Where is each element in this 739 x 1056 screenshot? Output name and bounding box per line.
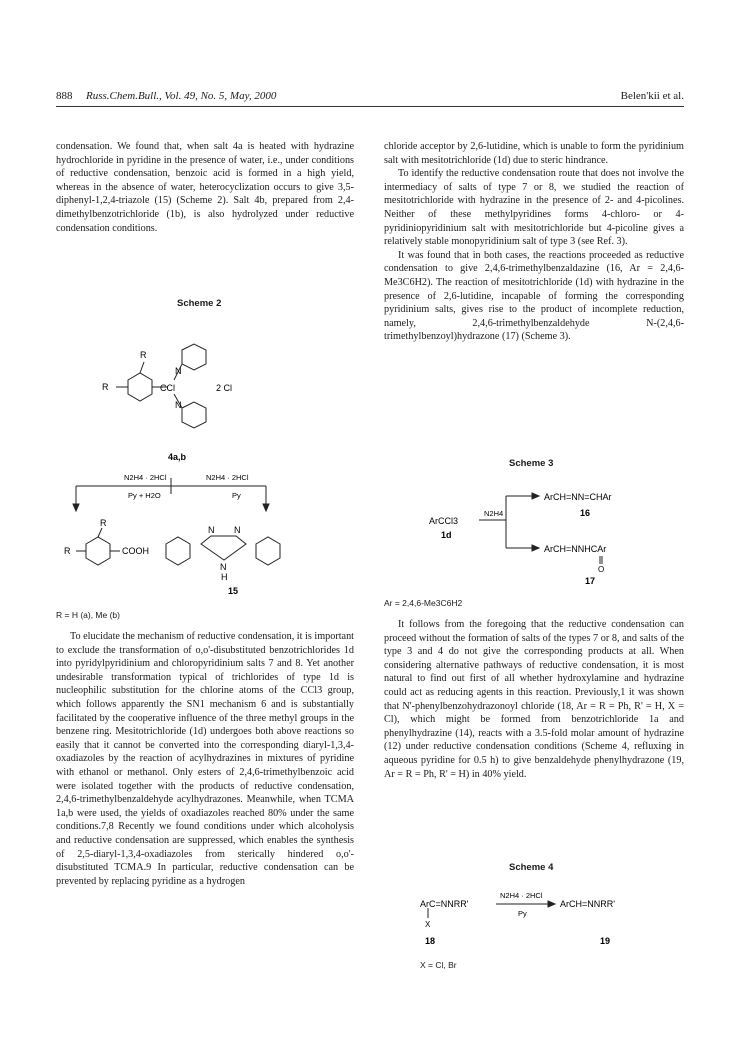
scheme-2-r-label: R (140, 350, 147, 360)
scheme-2-r-label-side: R (102, 382, 109, 392)
right-column-bottom (384, 618, 684, 781)
triazole-ring (201, 536, 246, 560)
benzoic-acid-ring (86, 537, 110, 565)
scheme-3-product-1: ArCH=NN=CHAr (544, 492, 612, 502)
scheme-3-reactant-number: 1d (441, 530, 452, 540)
scheme-2-title: Scheme 2 (177, 298, 222, 309)
scheme-4-reactant-number: 18 (425, 936, 436, 946)
scheme-2-triazole-n2: N (234, 525, 241, 535)
scheme-2-note: R = H (a), Me (b) (56, 610, 120, 620)
scheme-3-product-2: ArCH=NNHCAr (544, 544, 607, 554)
scheme-4-product-number: 19 (600, 936, 611, 946)
scheme-3-product-2-number: 17 (585, 576, 596, 586)
journal-citation: Russ.Chem.Bull., Vol. 49, No. 5, May, 2000 (86, 90, 277, 102)
paragraph: condensation. We found that, when salt 4a is heated with hydrazine hydrochloride in pyridine in the presence of water, i.e., under conditions of reductive condensation, benzoic acid is formed in a high yield, whereas in the absence of water, heterocyclization occurs to give 3,5-diphenyl-1,2,4-triazole (15) (Scheme 2). Salt 4b, prepared from 2,4-dimethylbenzotrichloride (1b), is also hydrolyzed under reductive condensation conditions. (56, 141, 354, 234)
pyridinium-ring-top (182, 344, 206, 370)
paragraph: chloride acceptor by 2,6-lutidine, which is unable to form the pyridinium salt with mesitotrichloride (1d) due to steric hindrance. (384, 141, 684, 166)
scheme-2-cond-left: Py + H2O (128, 491, 161, 500)
scheme-3-diagram (384, 476, 684, 600)
scheme-2-n-bottom: N (175, 400, 182, 410)
scheme-2-diagram (56, 318, 354, 618)
scheme-3-product-2-o: O (598, 565, 605, 574)
scheme-2-reagent-left: N2H4 · 2HCl (124, 473, 167, 482)
scheme-4-note: X = Cl, Br (420, 960, 457, 970)
left-column-bottom (56, 630, 354, 888)
paragraph: To identify the reductive condensation route that does not involve the intermediacy of salts of type 7 or 8, we studied the reaction of mesitotrichloride with hydrazine in the presence of 2- and 4-picolines. Neither of these methylpyridines forms 4-chloro- or 4-pyridiniopyridinium salt with mesitotrichloride but 4-picoline gives a relatively stable monopyridinium salt of type 3 (see Ref. 3). (384, 168, 684, 248)
scheme-4-cond: Py (518, 909, 527, 918)
scheme-4-title: Scheme 4 (509, 862, 554, 873)
scheme-2-product-number: 15 (228, 586, 239, 596)
paragraph: It follows from the foregoing that the reductive condensation can proceed without the formation of salts of the types 7 or 8, and salts of the type 3 and 4 do not give the corresponding products at all. When considering alternative pathways of reductive condensation, it is most natural to find out first of all whether hydroxylamine and hydrazine could act as reducing agents in this reaction. Previously,1 it was shown that N'-phenylbenzohydrazonoyl chloride (18, Ar = R = Ph, R' = H, X = Cl), which might be formed from benzotrichloride 1a and phenylhydrazine (14), reacts with a 3.5-fold molar amount of hydrazine (12) under reductive condensation conditions (Scheme 4, refluxing in aqueous pyridine for 0.5 h) to give benzaldehyde phenylhydrazone (19, Ar = R = Ph, R' = H) in 40% yield. (384, 619, 684, 780)
phenyl-ring-right (256, 537, 280, 565)
scheme-2-anion: 2 Cl (216, 383, 233, 393)
phenyl-ring-left (166, 537, 190, 565)
scheme-2-cond-right: Py (232, 491, 241, 500)
scheme-2-cooh: COOH (122, 546, 149, 556)
scheme-2-triazole-nh: N (220, 562, 227, 572)
scheme-4-x-label: X (425, 920, 431, 929)
scheme-2-r-acid-side: R (64, 546, 71, 556)
scheme-2-triazole-n1: N (208, 525, 215, 535)
right-column-top (384, 140, 684, 344)
running-header (56, 88, 684, 107)
left-column-top (56, 140, 354, 235)
scheme-4-reagent: N2H4 · 2HCl (500, 891, 543, 900)
pyridinium-ring-bottom (182, 402, 206, 428)
scheme-3-note: Ar = 2,4,6-Me3C6H2 (384, 598, 463, 608)
paragraph: It was found that in both cases, the reactions proceeded as reductive condensation to give 2,4,6-trimethylbenzaldazine (16, Ar = 2,4,6-Me3C6H2). The reaction of mesitotrichloride (1d) with hydrazine in the presence of 2,6-lutidine, incapable of forming the corresponding pyridinium salts, gives rise to the product of incomplete reduction, namely, 2,4,6-trimethylbenzaldehyde N-(2,4,6-trimethylbenzoyl)hydrazone (17) (Scheme 3). (384, 249, 684, 343)
page-number: 888 (56, 90, 73, 102)
scheme-3-product-1-number: 16 (580, 508, 591, 518)
scheme-3-reactant: ArCCl3 (429, 516, 459, 526)
paragraph: To elucidate the mechanism of reductive condensation, it is important to exclude the transformation of o,o'-disubstituted benzotrichlorides 1d into pyridylpyridinium and chloropyridinium salts 7 and 8. Yet another undesirable transformation typical of trichlorides of type 1d is nucleophilic substitution for the chlorine atoms of the CCl3 group, which follows apparently the SN1 mechanism 6 and is substantially facilitated by the cooperative influence of the three methyl groups in the benzene ring. Mesitotrichloride (1d) undergoes both above reactions so easily that it cannot be converted into the corresponding diaryl-1,3,4-oxadiazoles by the reaction of acylhydrazines in mixtures of pyridine with ethanol or methanol. Only esters of 2,4,6-trimethylbenzoic acid were isolated together with the products of reductive condensation, 2,4,6-trimethylbenzaldehyde acylhydrazones. Meanwhile, when TCMA 1a,b were used, the yields of oxadiazoles reached 80% under the same conditions.7,8 Recently we found conditions under which alcoholysis and reductive condensation are suppressed, which enables the synthesis of 2,5-diaryl-1,3,4-oxadiazoles from sterically hindered o,o'-disubstituted TCMA.9 In particular, reductive condensation can be prevented by replacing pyridine as a hydrogen (56, 631, 354, 887)
scheme-4-product: ArCH=NNRR' (560, 899, 615, 909)
authors: Belen'kii et al. (620, 90, 684, 102)
scheme-2-reagent-right: N2H4 · 2HCl (206, 473, 249, 482)
benzene-ring (128, 373, 152, 401)
scheme-2-r-acid: R (100, 518, 107, 528)
scheme-2-triazole-h: H (221, 572, 228, 582)
scheme-2-ccl: CCl (160, 383, 175, 393)
scheme-4-reactant: ArC=NNRR' (420, 899, 469, 909)
scheme-2-compound: 4a,b (168, 452, 187, 462)
scheme-2-n-top: N (175, 366, 182, 376)
scheme-3-title: Scheme 3 (509, 458, 554, 469)
scheme-3-reagent: N2H4 (484, 509, 504, 518)
